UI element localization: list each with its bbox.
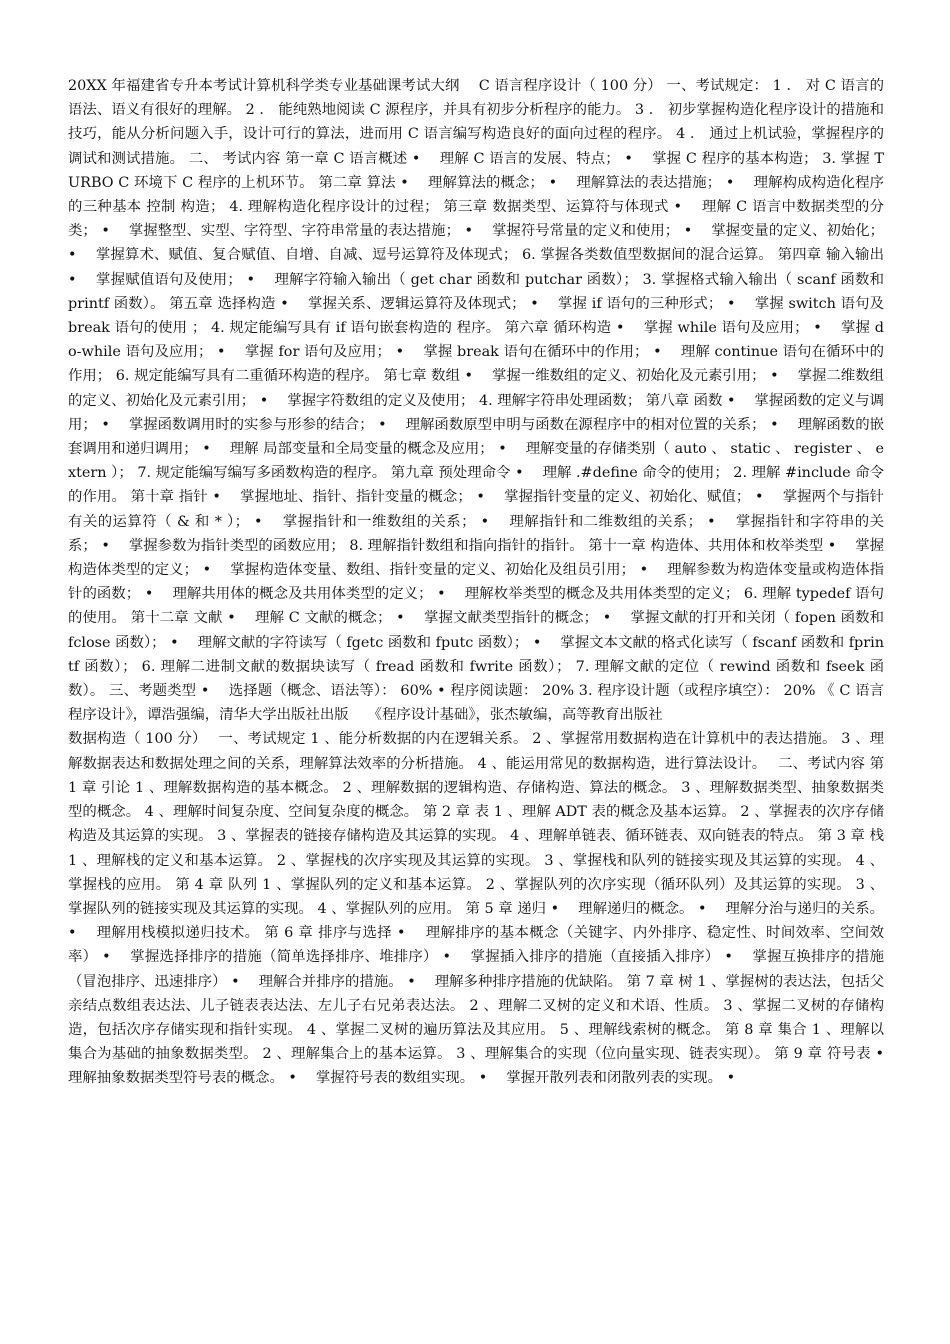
document-page [68, 74, 903, 1091]
paragraph-c-programming-syllabus: 20XX 年福建省专升本考试计算机科学类专业基础课考试大纲 C 语言程序设计（ 100 分） 一、考试规定： 1 ． 对 C 语言的语法、语义有很好的理解。 2 ． 能纯熟地阅读 C 源程序，并具有初步分析程序的能力。 3 ． 初步掌握构造化程序设计的措施和技巧，能从分析问题入手，设计可行的算法，进而用 C 语言编写构造良好的面向过程的程序。 4 ． 通过上机试验，掌握程序的调试和测试措施。 二、 考试内容 第一章 C 语言概述 • 理解 C 语言的发展、特点； • 掌握 C 程序的基本构造； 3. 掌握 TURBO C 环境下 C 程序的上机环节。 第二章 算法 • 理解算法的概念； • 理解算法的表达措施； • 理解构成构造化程序的三种基本 控制 构造； 4. 理解构造化程序设计的过程； 第三章 数据类型、运算符与体现式 • 理解 C 语言中数据类型的分类； • 掌握整型、实型、字符型、字符串常量的表达措施； • 掌握符号常量的定义和使用； • 掌握变量的定义、初始化； • 掌握算术、赋值、复合赋值、自增、自减、逗号运算符及体现式； 6. 掌握各类数值型数据间的混合运算。 第四章 输入输出 • 掌握赋值语句及使用； • 理解字符输入输出（ get char 函数和 putchar 函数）； 3. 掌握格式输入输出（ scanf 函数和 printf 函数）。 第五章 选择构造 • 掌握关系、逻辑运算符及体现式； • 掌握 if 语句的三种形式； • 掌握 switch 语句及 break 语句的使用 ； 4. 规定能编写具有 if 语句嵌套构造的 程序。 第六章 循环构造 • 掌握 while 语句及应用； • 掌握 do-while 语句及应用； • 掌握 for 语句及应用； • 掌握 break 语句在循环中的作用； • 理解 continue 语句在循环中的作用； 6. 规定能编写具有二重循环构造的程序。 第七章 数组 • 掌握一维数组的定义、初始化及元素引用； • 掌握二维数组的定义、初始化及元素引用； • 掌握字符数组的定义及使用； 4. 理解字符串处理函数； 第八章 函数 • 掌握函数的定义与调用； • 掌握函数调用时的实参与形参的结合； • 理解函数原型申明与函数在源程序中的相对位置的关系； • 理解函数的嵌套调用和递归调用； • 理解 局部变量和全局变量的概念及应用； • 理解变量的存储类别（ auto 、 static 、 register 、 extern ）； 7. 规定能编写编写多函数构造的程序。 第九章 预处理命令 • 理解 .#define 命令的使用； 2. 理解 #include 命令的作用。 第十章 指针 • 掌握地址、指针、指针变量的概念； • 掌握指针变量的定义、初始化、赋值； • 掌握两个与指针有关的运算符（ & 和 * ）； • 掌握指针和一维数组的关系； • 理解指针和二维数组的关系； • 掌握指针和字符串的关系； • 掌握参数为指针类型的函数应用； 8. 理解指针数组和指向指针的指针。 第十一章 构造体、共用体和枚举类型 • 掌握构造体类型的定义； • 掌握构造体变量、数组、指针变量的定义、初始化及组员引用； • 理解参数为构造体变量或构造体指针的函数； • 理解共用体的概念及共用体类型的定义； • 理解枚举类型的概念及共用体类型的定义； 6. 理解 typedef 语句的使用。 第十二章 文献 • 理解 C 文献的概念； • 掌握文献类型指针的概念； • 掌握文献的打开和关闭（ fopen 函数和 fclose 函数）； • 理解文献的字符读写（ fgetc 函数和 fputc 函数）； • 掌握文本文献的格式化读写（ fscanf 函数和 fprintf 函数）； 6. 理解二进制文献的数据块读写（ fread 函数和 fwrite 函数）； 7. 理解文献的定位（ rewind 函数和 fseek 函数）。 三、考题类型 • 选择题（概念、语法等）： 60% • 程序阅读题： 20% 3. 程序设计题（或程序填空）： 20% 《 C 语言程序设计》，谭浩强编，清华大学出版社出版 《程序设计基础》，张杰敏编，高等教育出版社 [68, 78, 884, 724]
paragraph-data-structures-syllabus: 数据构造（ 100 分） 一、考试规定 1 、能分析数据的内在逻辑关系。 2 、掌握常用数据构造在计算机中的表达措施。 3 、理解数据表达和数据处理之间的关系，理解算法效率的分析措施。 4 、能运用常见的数据构造，进行算法设计。 二、考试内容 第 1 章 引论 1 、理解数据构造的基本概念。 2 、理解数据的逻辑构造、存储构造、算法的概念。 3 、理解数据类型、抽象数据类型的概念。 4 、理解时间复杂度、空间复杂度的概念。 第 2 章 表 1 、理解 ADT 表的概念及基本运算。 2 、掌握表的次序存储构造及其运算的实现。 3 、掌握表的链接存储构造及其运算的实现。 4 、理解单链表、循环链表、双向链表的特点。 第 3 章 栈 1 、理解栈的定义和基本运算。 2 、掌握栈的次序实现及其运算的实现。 3 、掌握栈和队列的链接实现及其运算的实现。 4 、掌握栈的应用。 第 4 章 队列 1 、掌握队列的定义和基本运算。 2 、掌握队列的次序实现（循环队列）及其运算的实现。 3 、掌握队列的链接实现及其运算的实现。 4 、掌握队列的应用。 第 5 章 递归 • 理解递归的概念。 • 理解分治与递归的关系。 • 理解用栈模拟递归技术。 第 6 章 排序与选择 • 理解排序的基本概念（关键字、内外排序、稳定性、时间效率、空间效率） • 掌握选择排序的措施（简单选择排序、堆排序） • 掌握插入排序的措施（直接插入排序） • 掌握互换排序的措施（冒泡排序、迅速排序） • 理解合并排序的措施。 • 理解多种排序措施的优缺陷。 第 7 章 树 1 、掌握树的表达法，包括父亲结点数组表达法、儿子链表表达法、左儿子右兄弟表达法。 2 、理解二叉树的定义和术语、性质。 3 、掌握二叉树的存储构造，包括次序存储实现和指针实现。 4 、掌握二叉树的遍历算法及其应用。 5 、理解线索树的概念。 第 8 章 集合 1 、理解以集合为基础的抽象数据类型。 2 、理解集合上的基本运算。 3 、理解集合的实现（位向量实现、链表实现）。 第 9 章 符号表 • 理解抽象数据类型符号表的概念。 • 掌握符号表的数组实现。 • 掌握开散列表和闭散列表的实现。 • [68, 731, 903, 1087]
